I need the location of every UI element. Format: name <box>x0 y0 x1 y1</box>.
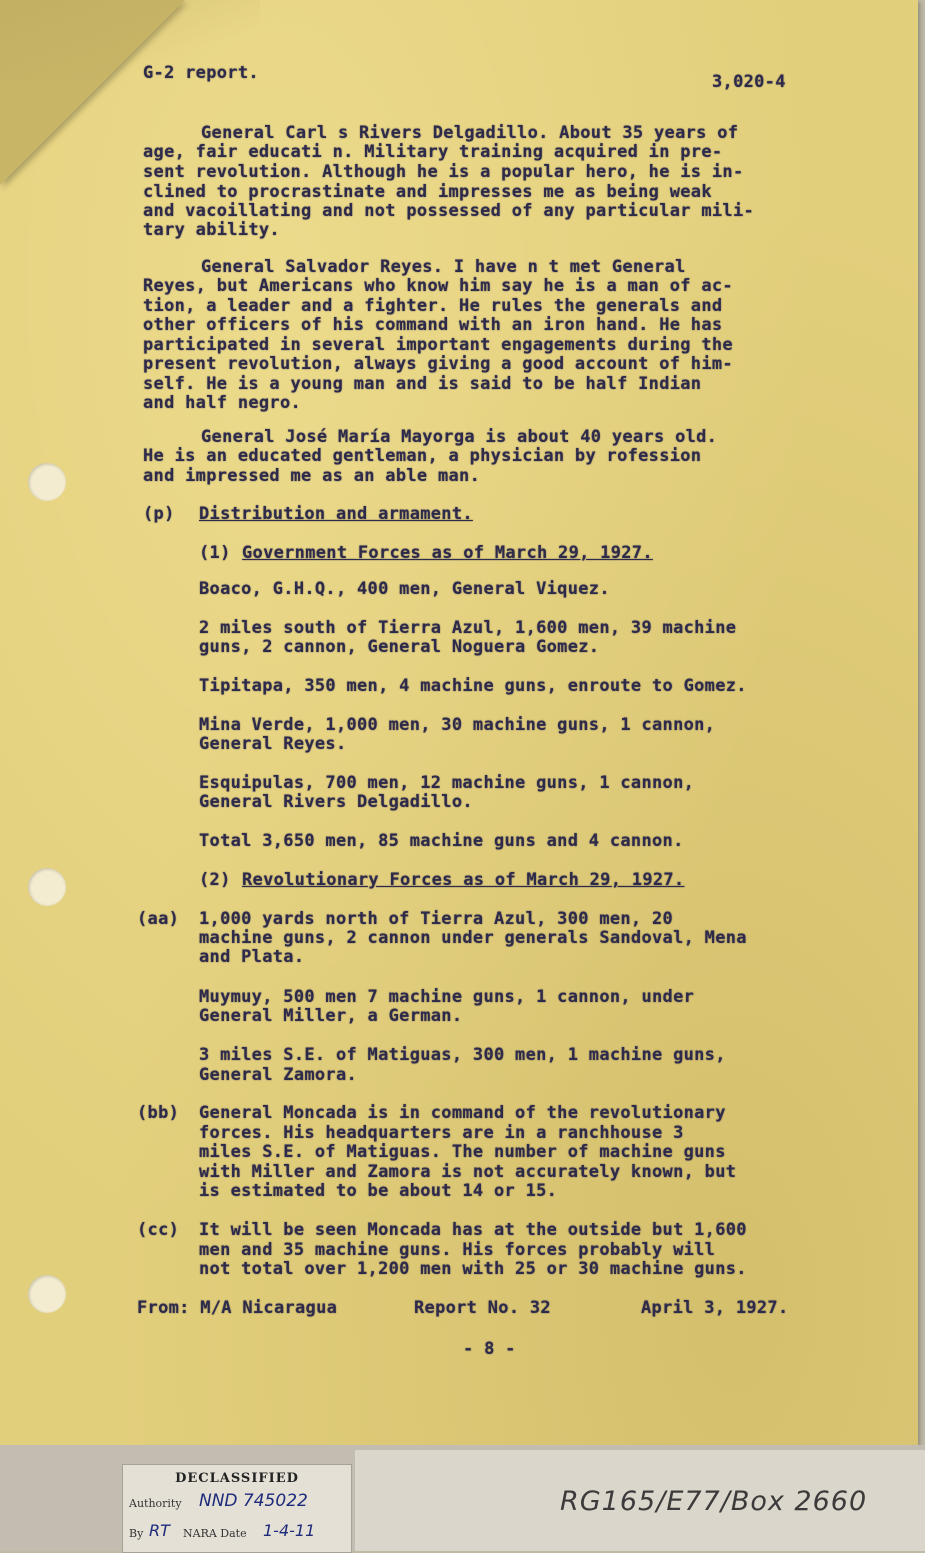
text-line: and half negro. <box>143 393 302 413</box>
subsection-title: Government Forces as of March 29, 1927. <box>242 543 653 563</box>
text-line: and impressed me as an able man. <box>143 466 481 486</box>
text-line: self. He is a young man and is said to be half Indian <box>143 374 702 394</box>
text-line: Reyes, but Americans who know him say he is a man of ac- <box>143 276 733 296</box>
subsection-marker: (1) <box>199 543 231 563</box>
force-entry: 1,000 yards north of Tierra Azul, 300 men, 20 <box>199 909 674 929</box>
stamp-by-label: By <box>129 1527 144 1540</box>
force-total: Total 3,650 men, 85 machine guns and 4 cannon. <box>199 831 684 851</box>
item-marker: (cc) <box>137 1220 180 1240</box>
force-entry: guns, 2 cannon, General Noguera Gomez. <box>199 637 600 657</box>
force-entry: machine guns, 2 cannon under generals Sandoval, Mena <box>199 928 747 948</box>
stamp-title: DECLASSIFIED <box>175 1471 299 1486</box>
file-number: 3,020-4 <box>712 72 786 92</box>
text-line: clined to procrastinate and impresses me as being weak <box>143 182 712 202</box>
text-line: with Miller and Zamora is not accurately known, but <box>199 1162 737 1182</box>
text-line: present revolution, always giving a good account of him- <box>143 354 733 374</box>
text-line: other officers of his command with an iron hand. He has <box>143 315 723 335</box>
section-marker: (p) <box>143 504 175 524</box>
stamp-authority-label: Authority <box>129 1497 182 1510</box>
stamp-nara-value: 1-4-11 <box>263 1521 316 1540</box>
text-line: He is an educated gentleman, a physician by rofession <box>143 446 702 466</box>
punch-hole-top <box>28 463 66 501</box>
force-entry: General Zamora. <box>199 1065 358 1085</box>
text-line: tary ability. <box>143 220 280 240</box>
declassified-stamp <box>122 1464 352 1553</box>
text-line: miles S.E. of Matiguas. The number of machine guns <box>199 1142 726 1162</box>
footer-report-number: Report No. 32 <box>414 1298 551 1318</box>
text-line: and vacoillating and not possessed of any particular mili- <box>143 201 755 221</box>
stamp-authority-value: NND 745022 <box>199 1491 308 1511</box>
force-entry: 3 miles S.E. of Matiguas, 300 men, 1 machine guns, <box>199 1045 726 1065</box>
text-line: men and 35 machine guns. His forces probably will <box>199 1240 716 1260</box>
force-entry: Mina Verde, 1,000 men, 30 machine guns, 1 cannon, <box>199 715 716 735</box>
text-line: age, fair educati n. Military training acquired in pre- <box>143 142 723 162</box>
text-line: It will be seen Moncada has at the outside but 1,600 <box>199 1220 747 1240</box>
stamp-by-value: RT <box>149 1521 170 1540</box>
text-line: sent revolution. Although he is a popular hero, he is in- <box>143 162 744 182</box>
stamp-nara-label: NARA Date <box>183 1527 247 1540</box>
text-line: forces. His headquarters are in a ranchhouse 3 <box>199 1123 684 1143</box>
report-heading: G-2 report. <box>143 63 259 83</box>
item-marker: (bb) <box>137 1103 180 1123</box>
force-entry: General Rivers Delgadillo. <box>199 792 473 812</box>
text-line: is estimated to be about 14 or 15. <box>199 1181 558 1201</box>
text-line: not total over 1,200 men with 25 or 30 machine guns. <box>199 1259 747 1279</box>
item-marker: (aa) <box>137 909 180 929</box>
page-number: - 8 - <box>463 1339 516 1359</box>
subsection-marker: (2) <box>199 870 231 890</box>
text-line: tion, a leader and a fighter. He rules the generals and <box>143 296 723 316</box>
text-line: General Moncada is in command of the revolutionary <box>199 1103 726 1123</box>
footer-from: From: M/A Nicaragua <box>137 1298 338 1318</box>
force-entry: General Miller, a German. <box>199 1006 463 1026</box>
force-entry: Muymuy, 500 men 7 machine guns, 1 cannon, under <box>199 987 695 1007</box>
text-line: General Carl s Rivers Delgadillo. About 35 years of <box>201 123 739 143</box>
footer-date: April 3, 1927. <box>641 1298 789 1318</box>
text-line: participated in several important engagements during the <box>143 335 733 355</box>
text-line: General José María Mayorga is about 40 years old. <box>201 427 718 447</box>
section-title: Distribution and armament. <box>199 504 473 524</box>
force-entry: 2 miles south of Tierra Azul, 1,600 men, 39 machine <box>199 618 737 638</box>
punch-hole-middle <box>28 868 66 906</box>
force-entry: General Reyes. <box>199 734 347 754</box>
punch-hole-bottom <box>28 1275 66 1313</box>
force-entry: Esquipulas, 700 men, 12 machine guns, 1 cannon, <box>199 773 695 793</box>
force-entry: Tipitapa, 350 men, 4 machine guns, enroute to Gomez. <box>199 676 747 696</box>
force-entry: Boaco, G.H.Q., 400 men, General Viquez. <box>199 579 610 599</box>
force-entry: and Plata. <box>199 947 305 967</box>
archive-reference: RG165/E77/Box 2660 <box>560 1486 868 1517</box>
subsection-title: Revolutionary Forces as of March 29, 1927. <box>242 870 685 890</box>
text-line: General Salvador Reyes. I have n t met General <box>201 257 686 277</box>
